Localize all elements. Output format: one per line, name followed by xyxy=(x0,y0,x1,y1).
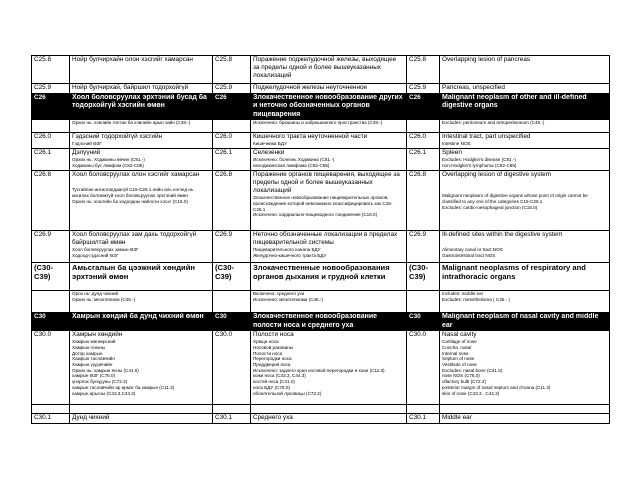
en-code: C26.0 xyxy=(407,133,440,149)
mn-code: C30.0 xyxy=(32,331,70,405)
mn-title: Хоол боловсруулах эрхтэний бусад ба тодорхойгүй хэсгийн өмөн xyxy=(70,94,213,120)
en-code: C30.1 xyxy=(407,414,440,424)
table-spacer xyxy=(32,405,610,414)
mn-title: Хамрын хөндийн Хамрын мөгөөрсний Хамрын гонхны Дотор хамрын Хамрын таславчийн Хамрын үүдэвчийн Орхих нь: хамрын ясны (C41.0) хамрын ӨЗГ (C76.0) үнэрлэх булцууны (C72.2) хамрын таславчийн ар ирмэг ба хамрын (C11.3) хамрын арьсны (C43.3,C44.3) xyxy=(70,331,213,405)
list-item: Носовой раковины xyxy=(253,344,294,350)
ru-title: Неточно обозначенные локализации в пределах пищеварительной системы Пищеварительного канала БДУ Желудочно-кишечного тракта БДУ xyxy=(251,231,407,263)
mn-code: C30 xyxy=(32,313,70,331)
ru-code: C30 xyxy=(213,313,251,331)
ru-code: C25.8 xyxy=(213,56,251,84)
block-header-row xyxy=(32,263,610,291)
en-code: C26.1 xyxy=(407,149,440,171)
en-title: Malignant neoplasms of respiratory and intrathoracic organs xyxy=(440,263,610,291)
list-item: Хряща носа xyxy=(253,339,279,345)
en-code: C26 xyxy=(407,94,440,120)
list-item: хамрын ӨЗГ (C76.0) xyxy=(72,373,116,379)
en-title: Intestinal tract, part unspecified Intestine NOS xyxy=(440,133,610,149)
ru-code: C26.8 xyxy=(213,171,251,231)
ru-title: Поражение органов пищеварения, выходящее за пределы одной и более вышеуказанных локализаций Злокачественное новообразование пищеварительных органов, происхождение которой невозможно классифицировать как C15-C26.1 Исключено: кардиально-пищеводного соединения (C16.0) xyxy=(251,171,407,231)
ru-note: Исключено: брюшины и забрюшинного пространства (C48.-) xyxy=(251,120,407,133)
en-code: C26.9 xyxy=(407,231,440,263)
list-item: Хамрын мөгөөрсний xyxy=(72,339,116,345)
mn-code: C25.8 xyxy=(32,56,70,84)
list-item: Хамрын гонхны xyxy=(72,344,106,350)
ru-title: Злокачественные новообразования органов дыхания и грудной клетки xyxy=(251,263,407,291)
ru-title: Полости носа Хряща носа Носовой раковины Полости носа Перегородки носа Преддверия носа Исключено: заднего края носовой перегородки и хоан (C11.3) кожи носа (C43.3, C44.3) костей носа (C41.0) носа БДУ (C76.0) обонятельной луковицы (C72.2) xyxy=(251,331,407,405)
ru-title: Злокачественное новообразование полости носа и среднего уха xyxy=(251,313,407,331)
list-item: Concha, nasal xyxy=(442,344,472,350)
list-item: Internal nose xyxy=(442,350,469,356)
mn-note: Орхих нь: хэвлийн гялтан ба хэвлийн арын зайн (C48.-) xyxy=(70,120,213,133)
en-title: Ill-defined sites within the digestive system Alimentary canal or tract NOS Gastrointestinal tract NOS xyxy=(440,231,610,263)
en-title: Middle ear xyxy=(440,414,610,424)
mn-code: C26.8 xyxy=(32,171,70,231)
list-item: Дотор хамрын xyxy=(72,350,103,356)
en-code: C30.0 xyxy=(407,331,440,405)
ru-title: Поражение поджелудочной железы, выходящее за пределы одной и более вышеуказанных локализаций xyxy=(251,56,407,84)
table-row xyxy=(32,149,610,171)
list-item: Cartilage of nose xyxy=(442,339,477,345)
mn-title: Хамрын хөндий ба дунд чихний өмөн xyxy=(70,313,213,331)
en-note: Intestine NOS xyxy=(442,141,471,147)
en-code: (C30-C39) xyxy=(407,263,440,291)
en-title: Overlapping lesion of digestive system Malignant neoplasm of digestive organs whose point of origin cannot be classified to any one of the categories C15-C26.1 Excludes: cardio-oesophageal junction (C16.0) xyxy=(440,171,610,231)
ru-title: Селезенки Исключено: болезнь Ходжкина (C81.-) неходжкинская лимфома (C82-C85) xyxy=(251,149,407,171)
list-item: Vestibule of nose xyxy=(442,362,477,368)
en-code: C26.8 xyxy=(407,171,440,231)
mn-code: C26.1 xyxy=(32,149,70,171)
mn-title: Дэлүүний Орхих нь: Ходжкины өвчин (C81.-) Ходжкины бус лимфом (C82-C85) xyxy=(70,149,213,171)
list-item: обонятельной луковицы (C72.2) xyxy=(253,390,322,396)
table-row xyxy=(32,133,610,149)
list-item: Excludes: nasal bone (C41.0) xyxy=(442,367,503,373)
en-title: Spleen Excludes: Hodgkin's disease (C81.-) non-Hodgkin's lymphoma (C82-C85) xyxy=(440,149,610,171)
ru-title: Среднего уха xyxy=(251,414,407,424)
table-row xyxy=(32,84,610,94)
list-item: костей носа (C41.0) xyxy=(253,379,295,385)
ru-code: C26.1 xyxy=(213,149,251,171)
mn-code: C25.9 xyxy=(32,84,70,94)
list-item: Полости носа xyxy=(253,350,283,356)
en-title: Overlapping lesion of pancreas xyxy=(440,56,610,84)
mn-title: Нойр булчирхайн олон хэсгийг хамарсан xyxy=(70,56,213,84)
list-item: Перегородки носа xyxy=(253,356,292,362)
mn-code: (C30-C39) xyxy=(32,263,70,291)
mn-note: Гэдэсний ӨЗГ xyxy=(72,141,102,147)
ru-code: C26.0 xyxy=(213,133,251,149)
en-title: Pancreas, unspecified xyxy=(440,84,610,94)
list-item: nose NOS (C76.0) xyxy=(442,373,480,379)
ru-code: C30.0 xyxy=(213,331,251,405)
list-item: үнэрлэх булцууны (C72.2) xyxy=(72,379,128,385)
ru-title: Поджелудочной железы неуточненное xyxy=(251,84,407,94)
list-item: skin of nose (C43.3 , C44.3) xyxy=(442,390,500,396)
en-code: C25.9 xyxy=(407,84,440,94)
table-row xyxy=(32,56,610,84)
list-item: Хамрын үүдэвчийн xyxy=(72,362,113,368)
mn-note: Орох нь: дунд чихний Орхих нь: мезотелиом (C45.-) xyxy=(70,291,213,313)
mn-title: Дунд чихний xyxy=(70,414,213,424)
ru-code: (C30-C39) xyxy=(213,263,251,291)
list-item: Преддверия носа xyxy=(253,362,291,368)
list-item: Орхих нь: хамрын ясны (C41.0) xyxy=(72,367,139,373)
ru-code: C26 xyxy=(213,94,251,120)
list-item: хамрын таславчийн ар ирмэг ба хамрын (C11.3) xyxy=(72,384,175,390)
icd-code-table xyxy=(31,55,610,424)
category-header-row xyxy=(32,313,610,331)
mn-title: Хоол боловсруулах зам дахь тодорхойгүй байршилтай өмөн Хоол боловсруулах замын ӨЗГ Ходоод-гэдэсний ӨЗГ xyxy=(70,231,213,263)
table-row xyxy=(32,171,610,231)
list-item: posterior margin of nasal septum and choana (C11.3) xyxy=(442,384,551,390)
list-item: Хамрын таславчийн xyxy=(72,356,115,362)
list-item: кожи носа (C43.3, C44.3) xyxy=(253,373,306,379)
ru-note: Включено: среднего уха Исключено: мезотелиома (C45.-) xyxy=(251,291,407,313)
mn-code: C26.0 xyxy=(32,133,70,149)
en-code: C30 xyxy=(407,313,440,331)
category-header-row xyxy=(32,94,610,120)
ru-code: C26.9 xyxy=(213,231,251,263)
table-row xyxy=(32,331,610,405)
en-title: Nasal cavity Cartilage of nose Concha, nasal Internal nose Septum of nose Vestibule of nose Excludes: nasal bone (C41.0) nose NOS (C76.0) olfactory bulb (C72.2) posterior margin of nasal septum and choana (C11.3) skin of nose (C43.3 , C44.3) xyxy=(440,331,610,405)
mn-title: Хоол боловсруулах олон хэсгийг хамарсан Тусгайлан ангиллагдаагүй C15-C26.1 нийн аль нэгэнд нь ангилах боломжгүй хоол боловсруулах эрхтэний өмөн Орхих нь: хоолойн ба ходоодны нийлсэн хэсэг (C16.0) xyxy=(70,171,213,231)
table-subrow xyxy=(32,291,610,313)
list-item: хамрын арьсны (C43.3,C44.3) xyxy=(72,390,136,396)
en-title: Malignant neoplasm of nasal cavity and middle ear xyxy=(440,313,610,331)
mn-code: C26.9 xyxy=(32,231,70,263)
en-title: Malignant neoplasm of other and ill-defined digestive organs xyxy=(440,94,610,120)
ru-code: C25.9 xyxy=(213,84,251,94)
en-note: Includes: middle ear Excludes: mesothelioma ( C45.- ) xyxy=(440,291,610,313)
list-item: носа БДУ (C76.0) xyxy=(253,384,290,390)
table-row xyxy=(32,231,610,263)
mn-code: C26 xyxy=(32,94,70,120)
table-subrow xyxy=(32,120,610,133)
list-item: Исключено: заднего края носовой перегородки и хоан (C11.3) xyxy=(253,367,385,373)
ru-code: C30.1 xyxy=(213,414,251,424)
mn-code: C30.1 xyxy=(32,414,70,424)
ru-note: Кишечника БДУ xyxy=(253,141,287,147)
ru-title: Кишечного тракта неуточненной части Кишечника БДУ xyxy=(251,133,407,149)
list-item: Septum of nose xyxy=(442,356,475,362)
table-row xyxy=(32,414,610,424)
en-note: Excludes: peritoneum and retroperitoneum (C48.-) xyxy=(440,120,610,133)
mn-title: Гэдэсний тодорхойгүй хэсгийн Гэдэсний ӨЗГ xyxy=(70,133,213,149)
mn-title: Амьсгалын ба цээжний хөндийн эрхтэний өмөн xyxy=(70,263,213,291)
en-code: C25.8 xyxy=(407,56,440,84)
mn-title: Нойр булчирхай, байршил тодорхойгүй xyxy=(70,84,213,94)
list-item: olfactory bulb (C72.2) xyxy=(442,379,486,385)
ru-title: Злокачественное новообразование других и неточно обозначенных органов пищеварения xyxy=(251,94,407,120)
